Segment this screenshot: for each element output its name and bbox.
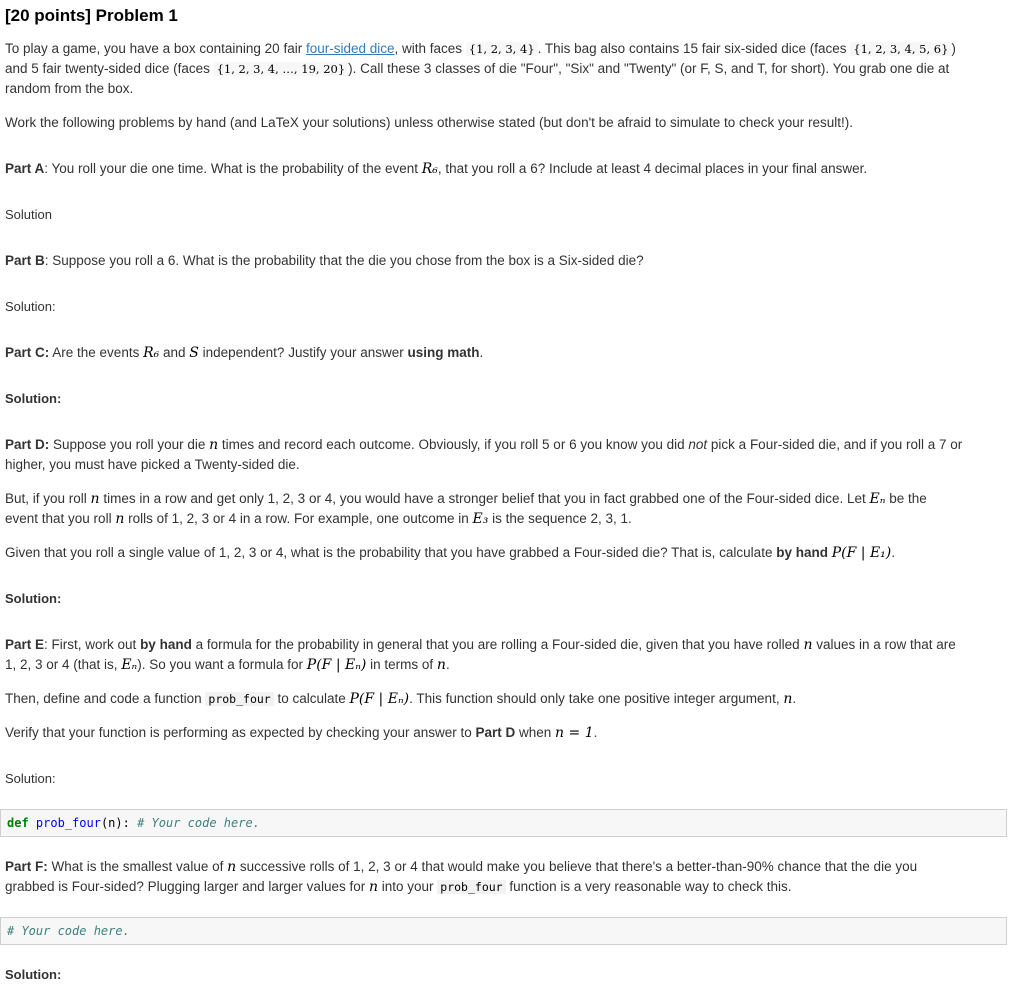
faces-four-set: {1, 2, 3, 4} — [466, 42, 538, 56]
intro-line-2: and 5 fair twenty-sided dice (faces {1, 2, 3, 4, …, 19, 20} ). Call these 3 classes of die "Four", "Six" and "Twenty" (or F, S, and T, for short). You grab one die at — [5, 61, 950, 76]
intro-line-3: random from the box. — [5, 81, 134, 96]
part-b-label: Part B — [5, 253, 45, 268]
part-d-label: Part D: — [5, 437, 50, 452]
part-c-question: Part C: Are the events R₆ and S independent? Justify your answer using math. — [5, 345, 484, 361]
intro-line-1: To play a game, you have a box containing 20 fair four-sided dice, with faces {1, 2, 3, 4} . This bag also contains 15 fair six-sided dice (faces {1, 2, 3, 4, 5, 6} ) — [5, 41, 956, 56]
part-f-solution-label: Solution: — [5, 967, 62, 982]
four-sided-dice-link[interactable]: four-sided dice — [305, 41, 395, 56]
faces-twenty-set: {1, 2, 3, 4, …, 19, 20} — [214, 62, 349, 76]
part-e-paragraph-3: Verify that your function is performing as expected by checking your answer to Part D when n = 1. — [5, 725, 598, 741]
part-f-label: Part F: — [5, 859, 48, 874]
intro-paragraph — [5, 39, 1005, 99]
part-d-paragraph-3: Given that you roll a single value of 1, 2, 3 or 4, what is the probability that you have grabbed a Four-sided die? That is, calculate by hand P(F | E₁). — [5, 545, 896, 561]
part-d-paragraph-2: But, if you roll n times in a row and get only 1, 2, 3 or 4, you would have a stronger belief that you in fact grabbed one of the Four-sided dice. Let Eₙ be the event that you roll n rolls of 1, 2, 3 or 4 in a row. For example, one outcome in E₃ is the sequence 2, 3, 1. — [5, 491, 927, 527]
problem-title: [20 points] Problem 1 — [5, 6, 178, 25]
part-f-question: Part F: What is the smallest value of n successive rolls of 1, 2, 3 or 4 that would make you believe that there's a better-than-90% chance that the die you grabbed is Four-sided? Plugging larger and larger values for n into your prob_four function is a very reasonable way to check this. — [5, 859, 918, 895]
part-a-solution-label: Solution — [5, 207, 52, 222]
prob-four-inline-code: prob_four — [205, 692, 273, 706]
part-d-solution-label: Solution: — [5, 591, 62, 606]
part-d-question: Part D: Suppose you roll your die n times and record each outcome. Obviously, if you roll 5 or 6 you know you did not pick a Four-sided die, and if you roll a 7 or higher, you must have picked a Twenty-sided die. — [5, 437, 963, 472]
faces-six-set: {1, 2, 3, 4, 5, 6} — [850, 42, 951, 56]
event-r6: R₆ — [421, 161, 438, 177]
part-b-solution-label: Solution: — [5, 299, 56, 314]
code-cell-part-f[interactable]: # Your code here. — [0, 917, 1007, 945]
part-e-label: Part E — [5, 637, 45, 652]
part-e-question: Part E: First, work out by hand a formula for the probability in general that you are rolling a Four-sided die, given that you have rolled n values in a row that are 1, 2, 3 or 4 (that is, Eₙ). So you want a formula for P(F | Eₙ) in terms of n. — [5, 637, 956, 673]
code-cell-prob-four[interactable]: def prob_four(n): # Your code here. — [0, 809, 1007, 837]
part-c-label: Part C: — [5, 345, 50, 360]
part-e-solution-label: Solution: — [5, 771, 56, 786]
part-a-label: Part A — [5, 161, 45, 176]
part-a-question: Part A: You roll your die one time. What is the probability of the event R₆, that you roll a 6? Include at least 4 decimal places in your final answer. — [5, 161, 868, 177]
part-e-paragraph-2: Then, define and code a function prob_four to calculate P(F | Eₙ). This function should only take one positive integer argument, n. — [5, 691, 797, 707]
work-note: Work the following problems by hand (and LaTeX your solutions) unless otherwise stated (but don't be afraid to simulate to check your result!). — [5, 115, 854, 130]
part-c-solution-label: Solution: — [5, 391, 62, 406]
part-b-question: Part B: Suppose you roll a 6. What is the probability that the die you chose from the box is a Six-sided die? — [5, 253, 644, 268]
